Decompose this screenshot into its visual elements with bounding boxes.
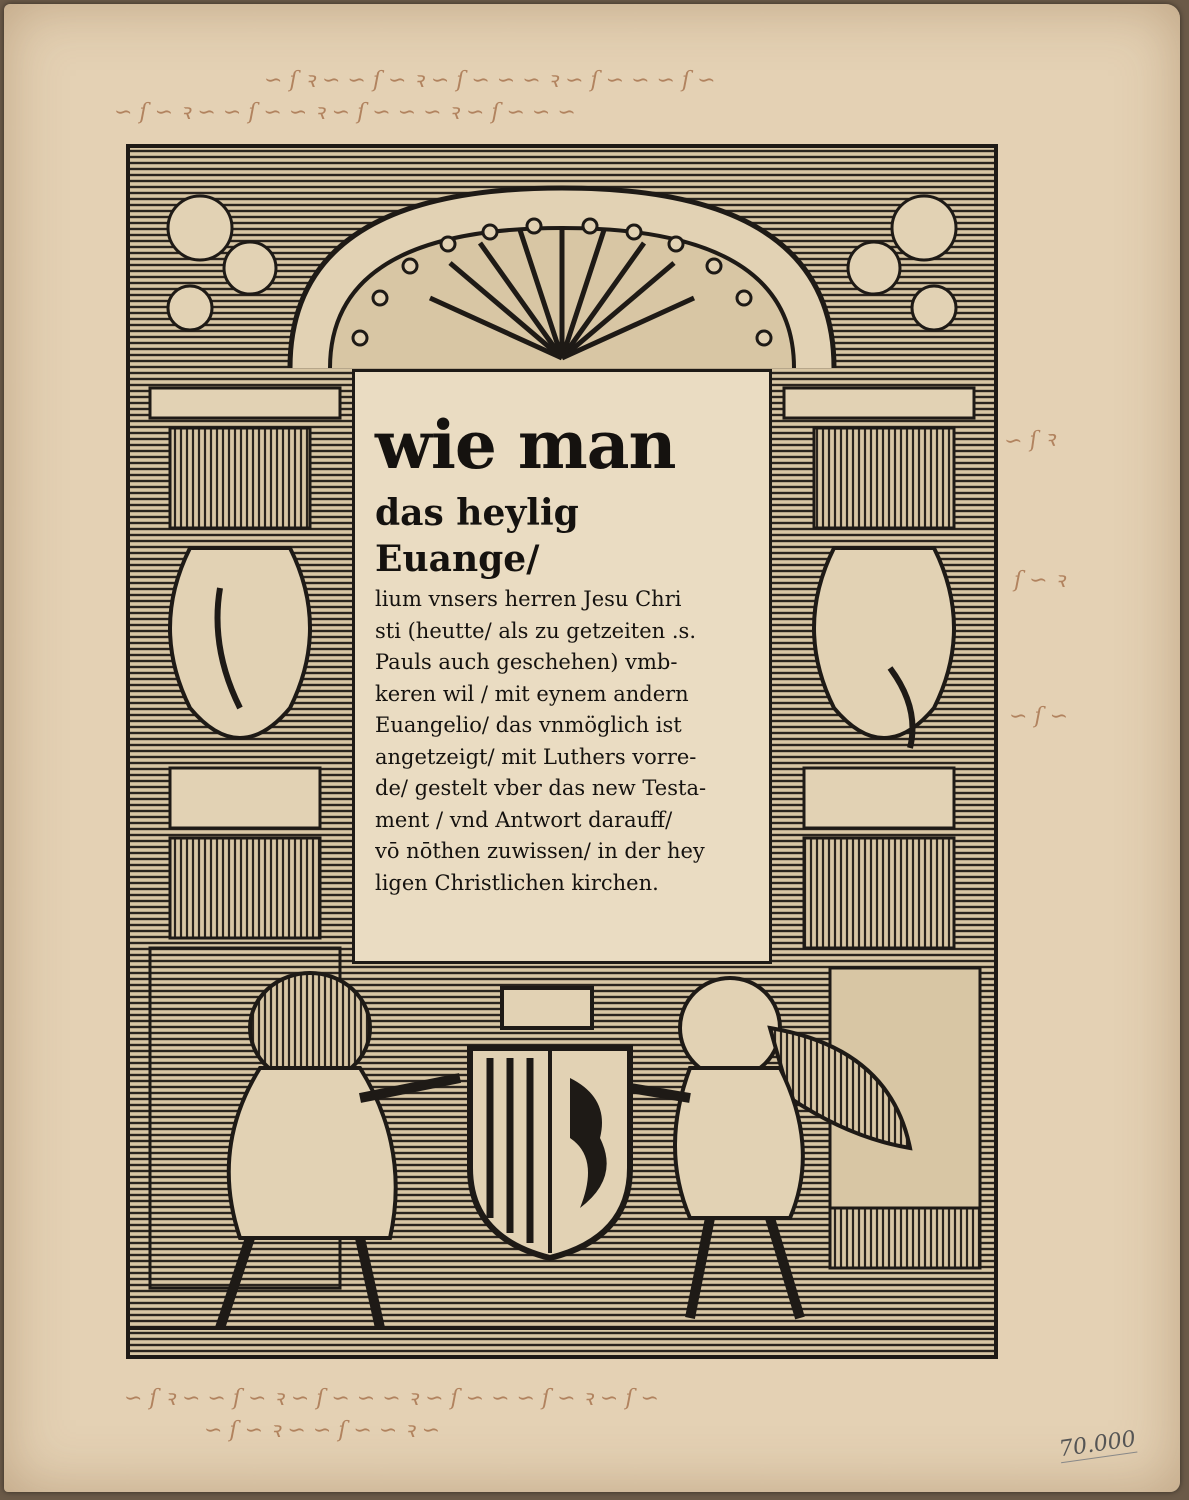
title-line-10: ligen Christlichen kirchen. <box>375 870 659 895</box>
book-page <box>4 4 1180 1492</box>
manuscript-note-margin-2: ſ ∽ ꝛ <box>1014 568 1065 593</box>
title-line-1: lium vnsers herren Jesu Chri <box>375 587 682 611</box>
title-line-8: ment / vnd Antwort darauff/ <box>375 807 673 832</box>
manuscript-note-margin-3: ∽ ſ ∽ <box>1009 704 1068 729</box>
title-line-9: vō nōthen zuwissen/ in der hey <box>375 839 705 863</box>
title-line-6: angetzeigt/ mit Luthers vorre- <box>375 744 697 769</box>
manuscript-note-top-2: ∽ ſ ∽ ꝛ ∽ ∽ ſ ∽ ∽ ꝛ ∽ ſ ∽ ∽ ∽ ꝛ ∽ ſ ∽ ∽ ∽ <box>114 100 576 125</box>
title-line-3: Pauls auch geschehen) vmb- <box>375 650 678 674</box>
title-heading: wie man <box>375 406 676 484</box>
manuscript-note-margin: ∽ ſ ꝛ <box>1003 426 1056 455</box>
title-line-2: sti (heutte/ als zu getzeiten .s. <box>375 618 696 643</box>
catalog-stamp: 70.000 <box>1057 1426 1138 1463</box>
woodcut-frame <box>126 144 998 1359</box>
manuscript-note-bottom-2: ∽ ſ ∽ ꝛ ∽ ∽ ſ ∽ ∽ ꝛ ∽ <box>204 1418 441 1443</box>
title-line-4: keren wil / mit eynem andern <box>375 681 689 706</box>
manuscript-note-bottom-1: ∽ ſ ꝛ ∽ ∽ ſ ∽ ꝛ ∽ ſ ∽ ∽ ∽ ꝛ ∽ ſ ∽ ∽ ∽ ſ ∽ ꝛ ∽ ſ ∽ <box>124 1386 659 1411</box>
title-subheading: das heylig Euange/ <box>375 492 579 580</box>
title-line-7: de/ gestelt vber das new Testa- <box>375 776 707 800</box>
title-line-5: Euangelio/ das vnmöglich ist <box>375 713 682 737</box>
title-panel <box>352 369 772 964</box>
manuscript-note-top-1: ∽ ſ ꝛ ∽ ∽ ſ ∽ ꝛ ∽ ſ ∽ ∽ ∽ ꝛ ∽ ſ ∽ ∽ ∽ ſ ∽ <box>264 68 716 93</box>
